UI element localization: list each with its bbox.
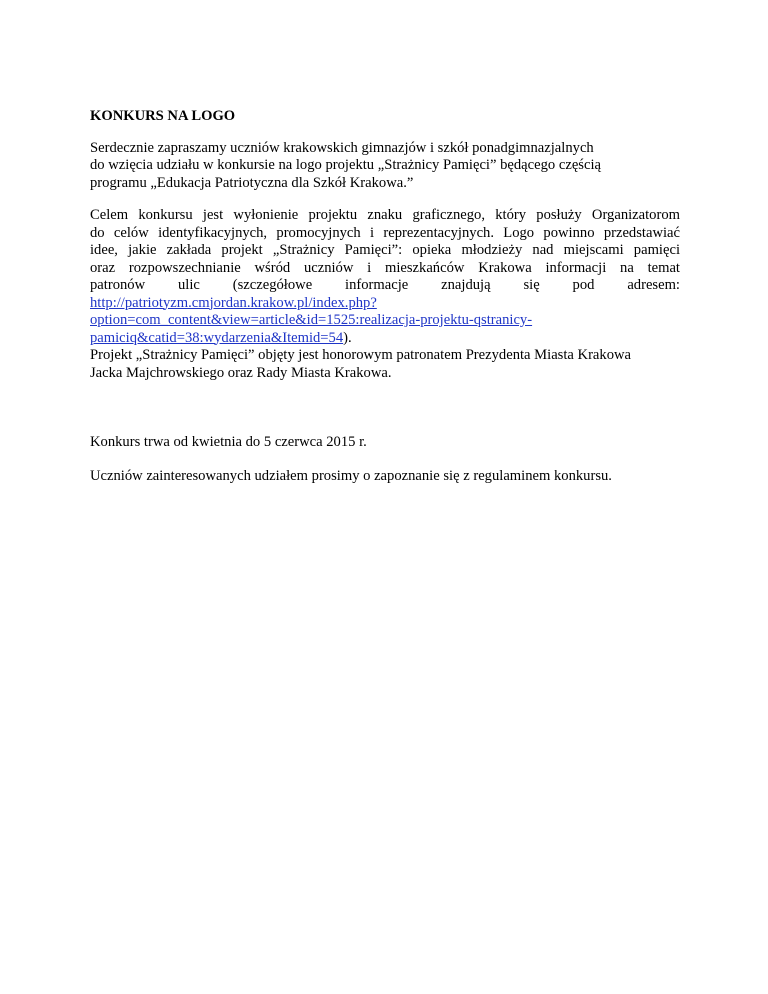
link-suffix: ). [343, 329, 352, 346]
intro-paragraph [90, 140, 680, 193]
patronage-line: Jacka Majchrowskiego oraz Rady Miasta Krakowa. [90, 364, 392, 381]
spacer [90, 452, 680, 468]
description-line: Celem konkursu jest wyłonienie projektu znaku graficznego, który posłuży Organizatorom [90, 207, 680, 223]
intro-line: do wzięcia udziału w konkursie na logo projektu „Strażnicy Pamięci” będącego częścią [90, 157, 601, 173]
description-line: oraz rozpowszechnianie wśród uczniów i mieszkańców Krakowa informacji na temat [90, 259, 680, 276]
document-body [90, 108, 680, 485]
patronage-line: Projekt „Strażnicy Pamięci” objęty jest honorowym patronatem Prezydenta Miasta Krakowa [90, 347, 632, 363]
dates-paragraph: Konkurs trwa od kwietnia do 5 czerwca 2015 r. [90, 434, 367, 450]
description-paragraph [90, 207, 680, 382]
description-line: idee, jakie zakłada projekt „Strażnicy Pamięci”: opieka młodzieży nad miejscami pamięci [90, 242, 680, 258]
intro-line: Serdecznie zapraszamy uczniów krakowskich gimnazjów i szkół ponadgimnazjalnych [90, 139, 594, 156]
intro-line: programu „Edukacja Patriotyczna dla Szkół Krakowa.” [90, 174, 414, 191]
project-link-line[interactable]: pamiciq&catid=38:wydarzenia&Itemid=54 [90, 329, 344, 346]
project-link-end [90, 330, 680, 348]
spacer [90, 382, 680, 434]
project-link-line[interactable]: option=com_content&view=article&id=1525:realizacja-projektu-qstranicy- [90, 312, 533, 328]
document-title: KONKURS NA LOGO [90, 108, 236, 124]
closing-paragraph: Uczniów zainteresowanych udziałem prosimy o zapoznanie się z regulaminem konkursu. [90, 467, 612, 484]
description-line: do celów identyfikacyjnych, promocyjnych i reprezentacyjnych. Logo powinno przedstawiać [90, 224, 680, 241]
description-line: patronów ulic (szczegółowe informacje znajdują się pod adresem: [90, 277, 680, 293]
project-link-line[interactable]: http://patriotyzm.cmjordan.krakow.pl/index.php? [90, 294, 377, 311]
